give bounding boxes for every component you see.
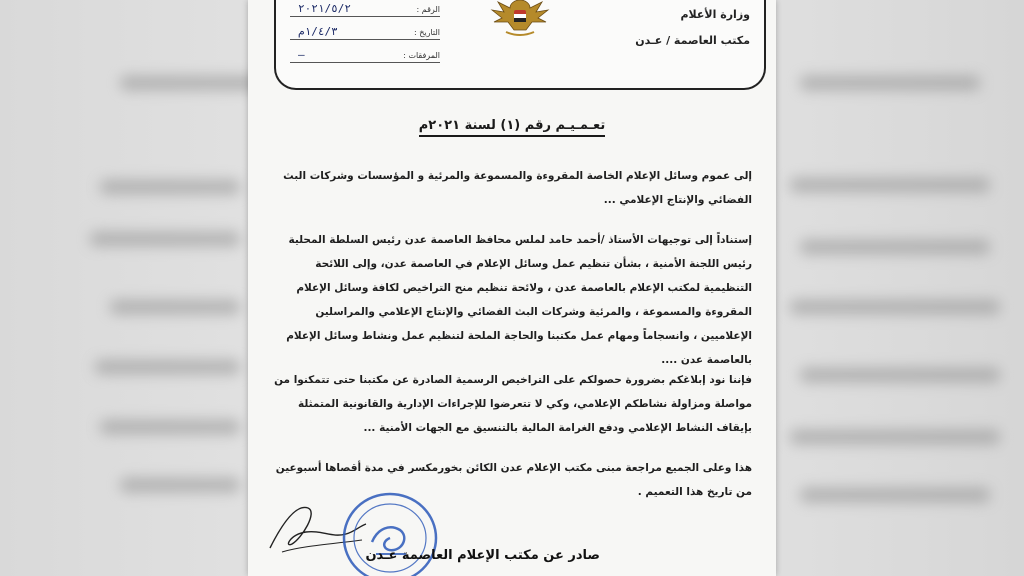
date-label: التاريخ : — [413, 28, 440, 37]
paragraph-recipients: إلى عموم وسائل الإعلام الخاصة المقروءة والمسموعة والمرئية و المؤسسات وشركات البث الفضائي والإنتاج الإعلامي ... — [283, 170, 752, 206]
reference-value: ٢٠٢١/٥/٢ — [298, 2, 351, 15]
office-name: مكتب العاصمة / عـدن — [635, 34, 750, 47]
document-title — [248, 118, 776, 133]
ministry-name: وزارة الأعلام — [680, 8, 750, 21]
attachments-value: — — [298, 48, 305, 61]
date-value: ١/٤/٣م — [298, 25, 338, 38]
letterhead — [274, 0, 766, 90]
issuer-footer: صادر عن مكتب الإعلام العاصمة عـدن — [365, 548, 600, 563]
paragraph-instruction: هذا وعلى الجميع مراجعة مبنى مكتب الإعلام عدن الكائن بخورمكسر في مدة أقصاها أسبوعين من تاريخ هذا التعميم . — [275, 462, 752, 498]
yemen-eagle-emblem — [484, 0, 556, 38]
attachments-label: المرفقات : — [403, 51, 440, 60]
reference-label: الرقم : — [416, 5, 440, 14]
attachments-row — [290, 44, 440, 63]
paragraph-reference: إستناداً إلى توجيهات الأستاذ /أحمد حامد لملس محافظ العاصمة عدن رئيس السلطة المحلية رئيس اللجنة الأمنية ، بشأن تنظيم عمل وسائل الإعلام في العاصمة عدن، وإلى اللائحة التنظيمية لمكتب الإعلام بالعاصمة عدن ، ولائحة تنظيم منح التراخيص لكافة وسائل الإعلام المقروءة والمسموعة ، والمرئية وشركات البث الفضائي والإنتاج الإعلامي والمراسلين الإعلاميين ، وانسجاماً ومهام عمل مكتبنا والحاجة الملحة لتنظيم عمل ونشاط وسائل الإعلام بالعاصمة عدن .... — [286, 234, 752, 366]
reference-number-row — [290, 0, 440, 17]
reference-block — [290, 0, 440, 67]
title-text: تعـمـيـم رقم (١) لسنة ٢٠٢١م — [419, 118, 605, 137]
paragraph-notice: فإننا نود إبلاغكم بضرورة حصولكم على التراخيص الرسمية الصادرة عن مكتبنا حتى تتمكنوا من مواصلة ومزاولة نشاطكم الإعلامي، وكي لا تتعرضوا للإجراءات الإدارية والقانونية المتمثلة بإيقاف النشاط الإعلامي ودفع الغرامة المالية بالتنسيق مع الجهات الأمنية ... — [274, 374, 752, 434]
date-row — [290, 21, 440, 40]
document-page — [248, 0, 776, 576]
letterhead-issuer — [635, 2, 750, 54]
